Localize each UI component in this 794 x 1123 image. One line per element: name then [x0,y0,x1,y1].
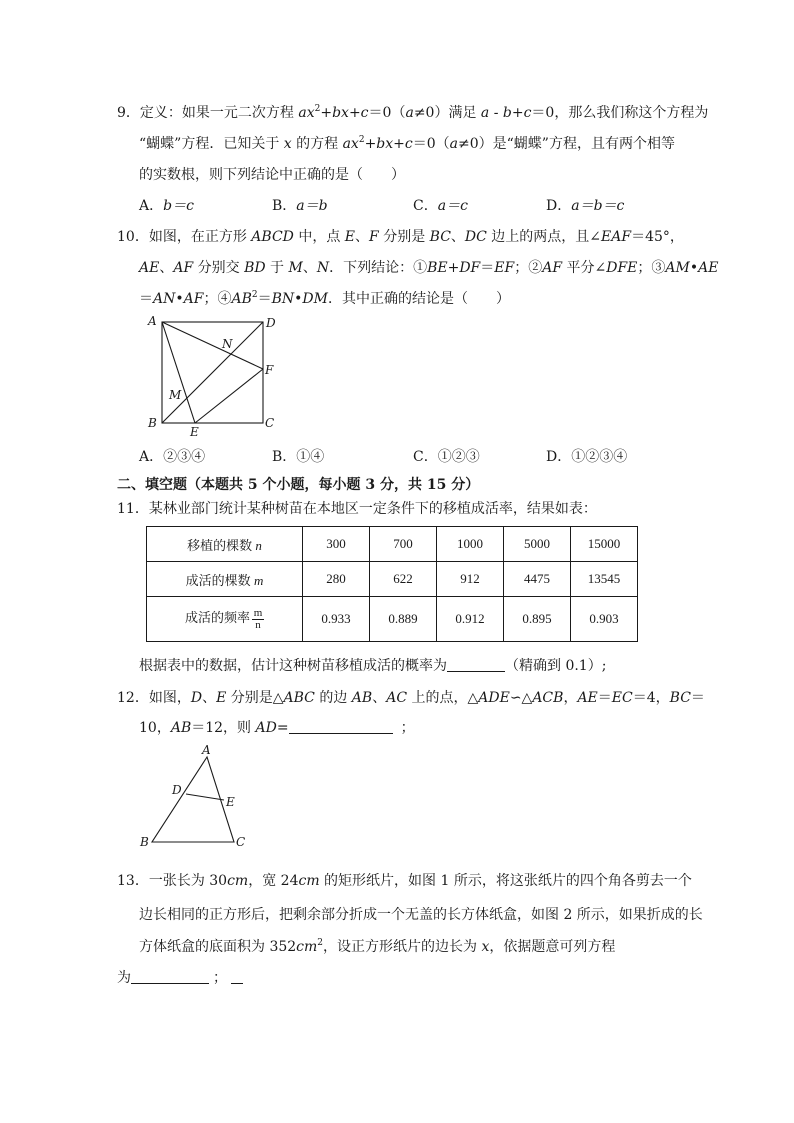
q10-var: AN•AF [153,291,204,307]
q13-line-3 [139,937,615,957]
segment-af [162,322,263,369]
table-cell: 13545 [571,562,638,597]
q10-exponent: 2 [251,290,258,300]
q9-text: 的方程 [291,136,343,152]
q9-option-d[interactable] [546,196,624,216]
q12-var: BC [669,690,691,706]
label-a: A [202,743,211,757]
option-label: D． [546,198,572,214]
q13-unit: cm [296,939,318,955]
table-cell: 0.933 [303,597,370,642]
q10-square-figure [140,312,290,440]
q10-text: ＝ [139,291,153,307]
table-row [147,527,638,562]
q10-text: 边上的两点，且∠ [486,229,602,245]
q11-text: 某林业部门统计某种树苗在本地区一定条件下的移植成活率，结果如表： [148,501,597,517]
q12-var: E [216,690,227,706]
q10-var: AF [173,260,194,276]
q9-text: 定义：如果一元二次方程 [139,105,299,121]
table-cell: 0.912 [437,597,504,642]
q13-answer-blank[interactable] [131,968,209,984]
q12-var: AB [351,690,373,706]
q12-text: ＝4， [632,690,670,706]
table-row [147,562,638,597]
q9-condition: a - b+c [480,105,532,121]
row-header [147,527,303,562]
option-text: ①④ [296,449,325,465]
q10-var: M [288,260,303,276]
q12-triangle-figure [136,742,254,852]
q10-text: ＝ [480,260,495,276]
label-m: M [169,388,182,402]
table-cell: 700 [370,527,437,562]
q10-text: ．其中正确的结论是（ ） [327,291,510,307]
q10-var: AM•AE [665,260,719,276]
q12-number: 12． [117,690,149,706]
q9-var: a [405,105,414,121]
q12-text: 分别是△ [226,690,284,706]
q12-var: EC [611,690,633,706]
fraction-numerator: m [253,606,263,619]
fraction-m-over-n [252,608,264,631]
option-label: B． [272,198,297,214]
q10-var: BE+DF [427,260,481,276]
q12-text: 上的点，△ [407,690,479,706]
segment-de [186,794,224,800]
label-c: C [236,835,246,849]
q12-text: ＝ [597,690,612,706]
q12-var: AB [170,720,192,736]
q10-text: ．下列结论：① [329,260,428,276]
q10-option-c[interactable] [413,447,480,467]
q9-equation-rest: +bx+c [320,105,369,121]
q10-var: EF [494,260,515,276]
q13-text: 的矩形纸片，如图 1 所示，将这张纸片的四个角各剪去一个 [319,873,692,889]
table-cell: 280 [303,562,370,597]
q12-var: ACB [532,690,564,706]
fraction-denominator: n [255,618,261,631]
option-label: A． [139,449,164,465]
q10-text: 于 [265,260,289,276]
q11-line-1 [117,499,597,519]
q12-var: ADE [478,690,510,706]
table-cell: 4475 [504,562,571,597]
q9-option-a[interactable] [139,196,194,216]
q12-line-2 [139,718,415,738]
table-cell: 300 [303,527,370,562]
q12-text: = [276,720,289,736]
q9-line-2 [139,134,675,154]
table-cell: 1000 [437,527,504,562]
q13-text: ，设正方形纸片的边长为 [323,939,482,955]
q12-text: 如图， [148,690,191,706]
row-header-var: m [253,572,264,588]
q12-answer-blank[interactable] [289,718,393,734]
diagonal-bd [162,322,263,423]
q12-text: ∽△ [509,690,533,706]
label-e: E [190,425,199,439]
label-n: N [222,337,233,351]
label-b: B [140,835,149,849]
q9-text: ≠0）是“蝴蝶”方程，且有两个相等 [458,136,675,152]
q9-var: x [283,136,292,152]
q10-var: AB [231,291,252,307]
q11-text: （精确到 0.1）; [505,658,607,674]
option-label: C． [413,198,438,214]
q10-text: 、 [355,229,370,245]
q12-text: ； [400,720,415,736]
q9-equation-rest: +bx+c [364,136,413,152]
label-d: D [172,783,182,797]
q10-text: ＝ [257,291,272,307]
segment-ae [162,322,195,423]
q10-text: 分别是 [378,229,430,245]
q10-var: ABCD [251,229,294,245]
q13-line-2: 边长相同的正方形后，把剩余部分折成一个无盖的长方体纸盒，如图 2 所示，如果折成的长 [139,907,703,923]
q11-text: 根据表中的数据，估计这种树苗移植成活的概率为 [139,658,447,674]
q12-text: 的边 [314,690,352,706]
q9-number: 9． [117,105,140,121]
row-header [147,597,303,642]
q12-line-1 [117,688,705,708]
option-text: ①②③④ [571,449,628,465]
q10-option-a[interactable] [139,447,205,467]
table-cell: 0.903 [571,597,638,642]
q13-text: ，依据题意可列方程 [489,939,616,955]
q9-equation: ax [298,105,315,121]
q10-text: 、 [159,260,174,276]
q13-text: 为 [117,970,131,986]
q10-text: ；② [514,260,543,276]
q12-text: 10， [139,720,171,736]
q10-number: 10． [117,229,149,245]
q12-text: ＝ [690,690,705,706]
q9-option-b[interactable] [272,196,328,216]
q10-var: AF [542,260,563,276]
q10-var: DFE [606,260,638,276]
q13-text: ，宽 24 [248,873,299,889]
table-row [147,597,638,642]
q12-var: D [190,690,203,706]
option-label: B． [272,449,297,465]
q9-exponent: 2 [358,135,365,145]
option-label: A． [139,198,164,214]
q13-exponent: 2 [317,938,324,948]
q13-answer-blank-2[interactable] [231,968,243,984]
label-c: C [265,416,275,430]
q9-text: ≠0）满足 [413,105,481,121]
table-cell: 15000 [571,527,638,562]
q12-var: ABC [283,690,315,706]
option-text: ②③④ [163,449,206,465]
q11-answer-blank[interactable] [447,656,505,672]
q11-data-table [146,526,638,642]
option-text: a＝b＝c [571,198,625,214]
q9-text: “蝴蝶”方程．已知关于 [139,136,284,152]
table-cell: 912 [437,562,504,597]
q9-line-1 [117,103,708,123]
q10-line-3 [139,289,510,309]
q13-number: 13． [117,873,149,889]
q12-text: 、 [202,690,217,706]
option-label: D． [546,449,572,465]
q10-text: ；④ [203,291,232,307]
q9-text: ＝0（ [412,136,450,152]
q10-line-1 [117,227,684,247]
q11-number: 11． [117,501,149,517]
table-cell: 0.889 [370,597,437,642]
option-text: a＝c [437,198,468,214]
option-text: ①②③ [437,449,480,465]
q10-text: ；③ [637,260,666,276]
q9-option-c[interactable] [413,196,468,216]
label-a: A [148,314,157,328]
q12-var: AE [577,690,598,706]
q10-var: DC [464,229,487,245]
q10-var: E [344,229,356,245]
row-header-text: 成活的棵数 [185,572,254,588]
q10-text: 平分∠ [562,260,607,276]
q10-var: BC [429,229,451,245]
q13-line-1 [117,871,692,891]
label-e: E [226,795,235,809]
q13-var: x [481,939,490,955]
q10-text: 如图，在正方形 [148,229,252,245]
q9-equation: ax [342,136,359,152]
q10-var: BD [244,260,266,276]
row-header [147,562,303,597]
label-b: B [148,416,157,430]
table-cell: 5000 [504,527,571,562]
q13-unit: cm [227,873,249,889]
q9-text: ＝0（ [368,105,406,121]
q13-line-4 [117,968,243,988]
q9-var: a [449,136,459,152]
q10-option-d[interactable] [546,447,627,467]
q12-var: AC [386,690,408,706]
section-fill-in-title: 二、填空题（本题共 5 个小题，每小题 3 分，共 15 分） [117,477,480,493]
segment-ef [195,369,263,423]
option-text: a＝b [296,198,328,214]
q13-unit: cm [298,873,320,889]
q10-text: 、 [302,260,317,276]
q12-text: ＝12，则 [191,720,256,736]
table-cell: 622 [370,562,437,597]
q10-var: N [316,260,330,276]
q10-text: ＝45°， [631,229,684,245]
table-cell: 0.895 [504,597,571,642]
q9-exponent: 2 [314,104,321,114]
option-text: b＝c [163,198,194,214]
row-header-text: 成活的频率 [184,610,250,626]
row-header-text: 移植的棵数 [187,537,256,553]
q11-line-2 [139,656,606,676]
q10-var: EAF [601,229,632,245]
q9-line-3: 的实数根，则下列结论中正确的是（ ） [139,167,405,183]
q10-var: F [369,229,379,245]
q13-text: 方体纸盒的底面积为 352 [139,939,297,955]
label-f: F [265,363,274,377]
q13-text: 一张长为 30 [148,873,228,889]
q12-var: AD [255,720,277,736]
q10-text: 、 [450,229,465,245]
q10-text: 分别交 [193,260,245,276]
q10-text: 中，点 [293,229,345,245]
q12-text: ， [563,690,578,706]
q10-var: AE [139,260,160,276]
option-label: C． [413,449,438,465]
q10-option-b[interactable] [272,447,324,467]
row-header-var: n [255,537,262,553]
label-d: D [266,316,276,330]
q13-text: ； [213,970,227,986]
q10-var: BN•DM [271,291,328,307]
q9-text: ＝0，那么我们称这个方程为 [531,105,709,121]
q10-line-2 [139,258,718,278]
q12-text: 、 [372,690,387,706]
